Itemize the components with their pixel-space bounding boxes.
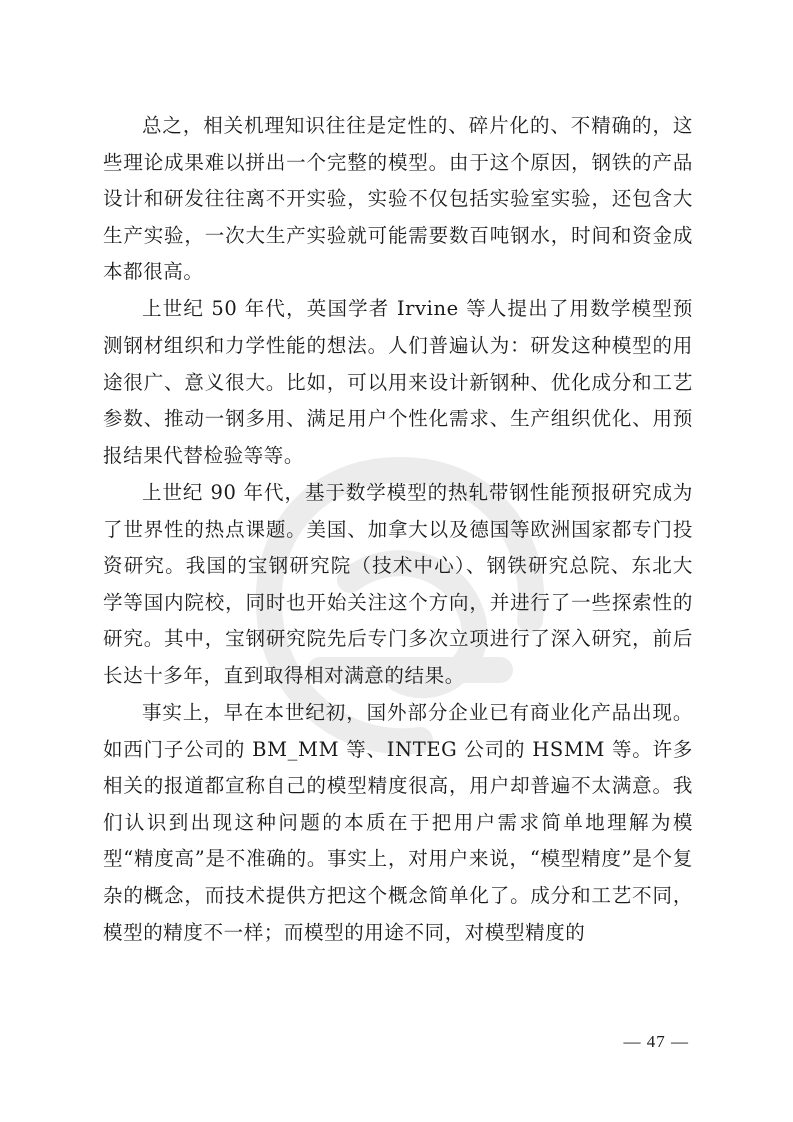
paragraph-2: 上世纪 50 年代，英国学者 Irvine 等人提出了用数学模型预测钢材组织和力学性能的想法。人们普遍认为：研发这种模型的用途很广、意义很大。比如，可以用来设计新钢种、优化成分和工艺参数、推动一钢多用、满足用户个性化需求、生产组织优化、用预报结果代替检验等等。 (103, 297, 693, 467)
body-text (103, 108, 693, 951)
paragraph-1: 总之，相关机理知识往往是定性的、碎片化的、不精确的，这些理论成果难以拼出一个完整的模型。由于这个原因，钢铁的产品设计和研发往往离不开实验，实验不仅包括实验室实验，还包含大生产实验，一次大生产实验就可能需要数百吨钢水，时间和资金成本都很高。 (103, 114, 693, 284)
paragraph-4: 事实上，早在本世纪初，国外部分企业已有商业化产品出现。如西门子公司的 BM_MM 等、INTEG 公司的 HSMM 等。许多相关的报道都宣称自己的模型精度很高，用户却普遍不太满意。我们认识到出现这种问题的本质在于把用户需求简单地理解为模型“精度高”是不准确的。事实上，对用户来说，“模型精度”是个复杂的概念，而技术提供方把这个概念简单化了。成分和工艺不同，模型的精度不一样；而模型的用途不同，对模型精度的 (103, 701, 693, 944)
page-number: — 47 — (623, 1032, 689, 1051)
paragraph-3: 上世纪 90 年代，基于数学模型的热轧带钢性能预报研究成为了世界性的热点课题。美国、加拿大以及德国等欧洲国家都专门投资研究。我国的宝钢研究院（技术中心）、钢铁研究总院、东北大学等国内院校，同时也开始关注这个方向，并进行了一些探索性的研究。其中，宝钢研究院先后专门多次立项进行了深入研究，前后长达十多年，直到取得相对满意的结果。 (103, 480, 693, 687)
